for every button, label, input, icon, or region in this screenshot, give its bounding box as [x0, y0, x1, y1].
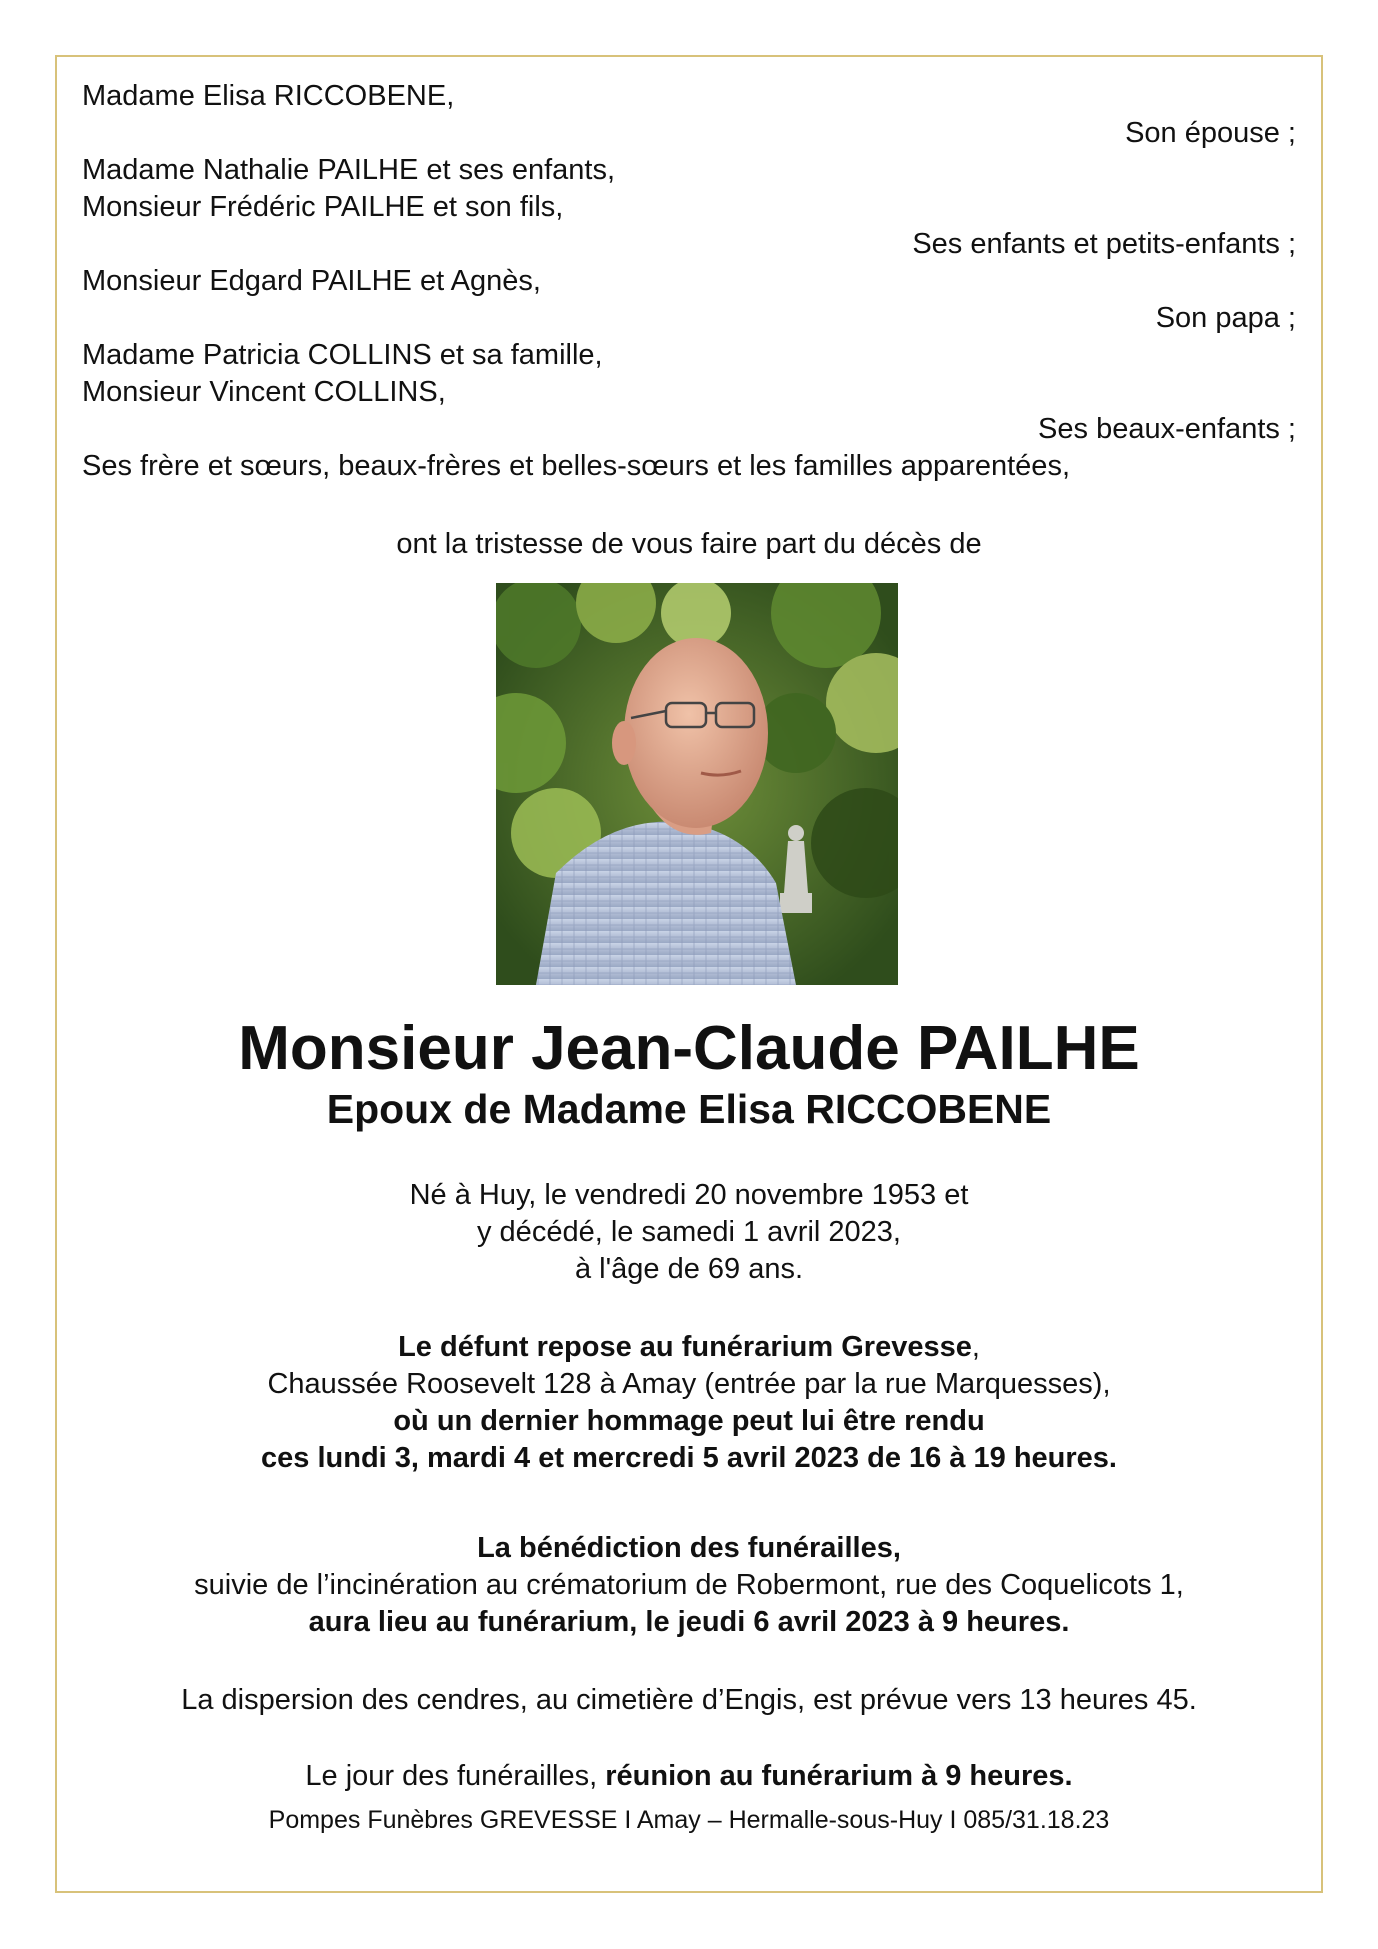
visitation-location: Le défunt repose au funérarium Grevesse — [398, 1331, 972, 1363]
funeral-home-footer: Pompes Funèbres GREVESSE I Amay – Hermalle-sous-Huy I 085/31.18.23 — [268, 1806, 1110, 1834]
meeting-bold: réunion au funérarium à 9 heures. — [605, 1760, 1073, 1792]
deceased-name: Monsieur Jean-Claude PAILHE — [238, 1014, 1140, 1083]
age-info: à l'âge de 69 ans. — [574, 1253, 804, 1285]
family-relation-children: Ses enfants et petits-enfants ; — [912, 228, 1296, 260]
ceremony-date: aura lieu au funérarium, le jeudi 6 avril 2023 à 9 heures. — [308, 1606, 1070, 1638]
meeting-info — [0, 1758, 1378, 1794]
visitation-address: Chaussée Roosevelt 128 à Amay (entrée par la rue Marquesses), — [267, 1368, 1111, 1400]
announcement-intro: ont la tristesse de vous faire part du décès de — [396, 528, 982, 560]
visitation-line-1 — [0, 1329, 1378, 1365]
visitation-comma: , — [971, 1331, 980, 1363]
ceremony-cremation: suivie de l’incinération au crématorium de Robermont, rue des Coquelicots 1, — [194, 1569, 1184, 1601]
family-line-3: Monsieur Frédéric PAILHE et son fils, — [82, 191, 564, 223]
deceased-spouse: Epoux de Madame Elisa RICCOBENE — [326, 1086, 1052, 1132]
family-line-5: Madame Patricia COLLINS et sa famille, — [82, 339, 603, 371]
dispersion-info: La dispersion des cendres, au cimetière d’Engis, est prévue vers 13 heures 45. — [181, 1684, 1197, 1716]
family-relation-stepchildren: Ses beaux-enfants ; — [1038, 413, 1296, 445]
family-line-7: Ses frère et sœurs, beaux-frères et belles-sœurs et les familles apparentées, — [82, 450, 1070, 482]
meeting-prefix: Le jour des funérailles, — [305, 1760, 606, 1792]
family-line-1: Madame Elisa RICCOBENE, — [82, 80, 455, 112]
visitation-dates: ces lundi 3, mardi 4 et mercredi 5 avril 2023 de 16 à 19 heures. — [261, 1442, 1117, 1474]
portrait-photo — [496, 583, 898, 985]
family-line-4: Monsieur Edgard PAILHE et Agnès, — [82, 265, 541, 297]
family-line-2: Madame Nathalie PAILHE et ses enfants, — [82, 154, 616, 186]
family-relation-father: Son papa ; — [1155, 302, 1296, 334]
ceremony-title: La bénédiction des funérailles, — [477, 1532, 901, 1564]
birth-info: Né à Huy, le vendredi 20 novembre 1953 et — [409, 1179, 969, 1211]
family-relation-spouse: Son épouse ; — [1125, 117, 1296, 149]
family-line-6: Monsieur Vincent COLLINS, — [82, 376, 446, 408]
death-info: y décédé, le samedi 1 avril 2023, — [477, 1216, 901, 1248]
visitation-tribute: où un dernier hommage peut lui être rendu — [393, 1405, 985, 1437]
